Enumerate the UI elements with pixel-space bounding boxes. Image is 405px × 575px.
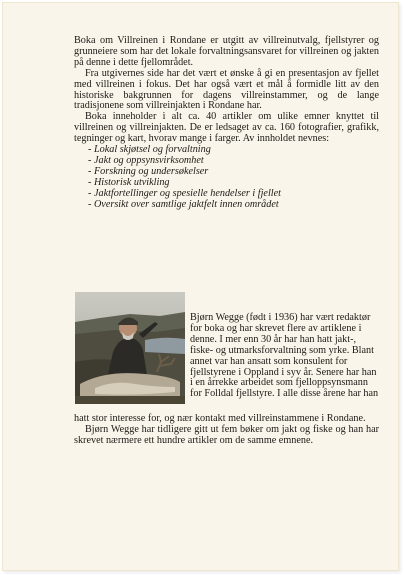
topic-list — [74, 145, 379, 210]
topic-item: - Lokal skjøtsel og forvaltning — [88, 145, 379, 156]
author-with-reindeer-illustration — [75, 292, 185, 404]
topic-item: - Jakt og oppsynsvirksomhet — [88, 156, 379, 167]
topic-item: - Jaktfortellinger og spesielle hendelser i fjellet — [88, 189, 379, 200]
author-bio-continued — [74, 414, 379, 447]
topic-item: - Historisk utvikling — [88, 178, 379, 189]
intro-paragraph-3: Boka inneholder i alt ca. 40 artikler om ulike emner knyttet til villreinen og villreinjakten. De er ledsaget av ca. 160 fotografier, grafikk, tegninger og kart, hvorav mange i farger. Av innholdet nevnes: — [74, 111, 379, 145]
author-bio-text: Bjørn Wegge (født i 1936) har vært redaktør for boka og har skrevet flere av artiklene i denne. I mer enn 30 år har han hatt jakt-, fiske- og utmarksforvaltning som yrke. Blant annet var han ansatt som konsulent for fjellstyrene i Oppland i syv år. Senere har han i en årrekke arbeidet som fjelloppsynsmann for Folldal fjellstyre. I alle disse årene har han — [190, 312, 379, 400]
topic-item: - Oversikt over samtlige jaktfelt innen området — [88, 200, 379, 211]
author-bio-text-continued: hatt stor interesse for, og nær kontakt med villreinstammene i Rondane. — [74, 413, 366, 424]
intro-text — [74, 36, 379, 211]
intro-paragraph-2: Fra utgivernes side har det vært et ønske å gi en presentasjon av fjellet med villreinen i fokus. Det har også vært et mål å formidle litt av den historiske bakgrunnen for dagens villreinstammer, og de lange tradisjonene som villreinjakten i Rondane har. — [74, 67, 379, 112]
topic-item: - Forskning og undersøkelser — [88, 167, 379, 178]
author-photo — [75, 292, 185, 404]
author-bio-paragraph-2: Bjørn Wegge har tidligere gitt ut fem bøker om jakt og fiske og han har skrevet nærmere ett hundre artikler om de samme emnene. — [74, 423, 379, 446]
author-bio-beside-photo — [190, 313, 379, 400]
intro-paragraph-1: Boka om Villreinen i Rondane er utgitt av villreinutvalg, fjellstyrer og grunneiere som har det lokale forvaltningsansvaret for villreinen og jakten på denne i dette fjellområdet. — [74, 35, 379, 68]
